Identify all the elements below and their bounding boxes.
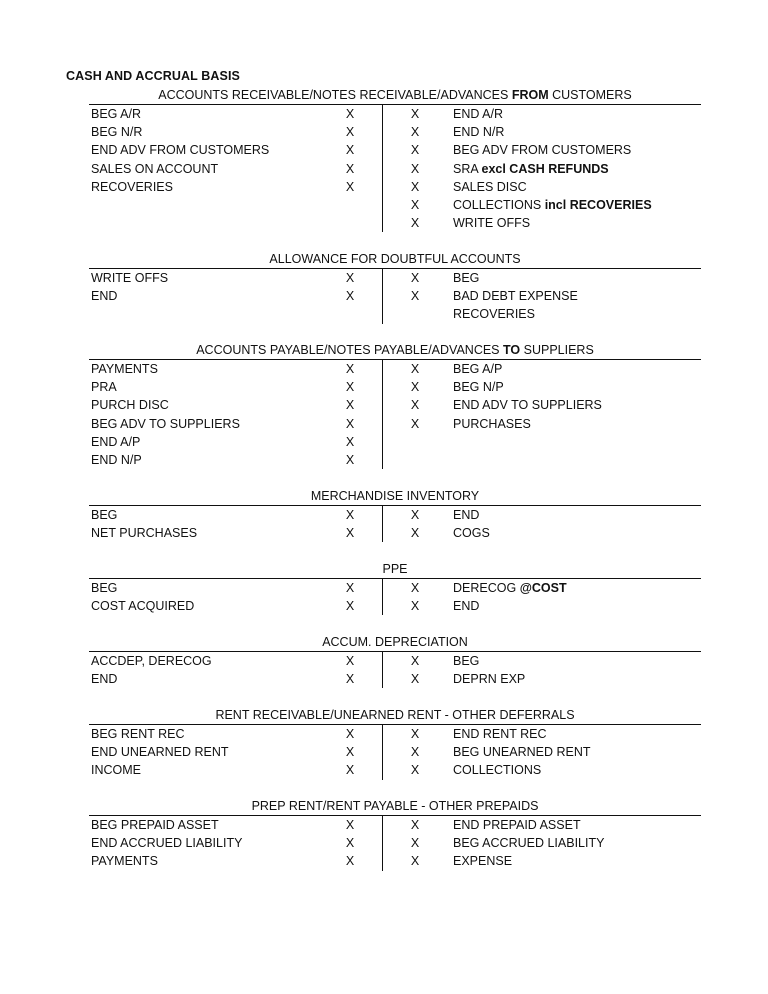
debit-mark: X xyxy=(345,763,355,778)
credit-label-run: COGS xyxy=(453,526,490,541)
debit-label: BEG RENT REC xyxy=(91,727,185,741)
credit-label xyxy=(453,743,591,761)
debit-mark: X xyxy=(345,452,355,467)
debit-mark: X xyxy=(345,271,355,285)
t-account-row xyxy=(89,178,701,196)
debit-label: NET PURCHASES xyxy=(91,526,198,541)
credit-mark: X xyxy=(410,526,420,541)
credit-label-run: RECOVERIES xyxy=(453,307,535,322)
credit-mark: X xyxy=(410,197,420,212)
title-run: PREP RENT/RENT PAYABLE - OTHER PREPAIDS xyxy=(251,799,539,813)
t-account-row xyxy=(89,141,701,159)
credit-mark: X xyxy=(410,125,420,140)
t-account-title xyxy=(89,341,701,359)
credit-mark: X xyxy=(410,599,420,614)
credit-label-run: END A/R xyxy=(453,107,504,121)
t-account xyxy=(89,86,701,232)
debit-mark: X xyxy=(345,526,355,541)
credit-label-run: COLLECTIONS xyxy=(453,197,545,212)
t-account-title xyxy=(89,706,701,724)
t-account-row xyxy=(89,761,701,779)
t-account-row xyxy=(89,305,701,323)
t-account xyxy=(89,487,701,542)
credit-label xyxy=(453,761,541,779)
t-account-row xyxy=(89,506,701,524)
credit-mark: X xyxy=(410,727,420,741)
credit-mark: X xyxy=(410,854,420,869)
t-account xyxy=(89,633,701,688)
title-run: RENT RECEIVABLE/UNEARNED RENT - OTHER DEFERRALS xyxy=(215,708,575,722)
debit-label: END ADV FROM CUSTOMERS xyxy=(91,143,270,158)
t-account-row xyxy=(89,433,701,451)
credit-label xyxy=(453,196,652,214)
t-account-title xyxy=(89,487,701,505)
debit-label: PAYMENTS xyxy=(91,854,158,869)
t-account-body xyxy=(89,815,701,871)
debit-label: END ACCRUED LIABILITY xyxy=(91,836,243,851)
credit-label xyxy=(453,524,490,542)
debit-mark: X xyxy=(345,398,355,413)
credit-label-bold-run: excl CASH REFUNDS xyxy=(481,161,609,176)
credit-mark: X xyxy=(410,398,420,413)
debit-mark: X xyxy=(345,416,355,431)
t-account-title xyxy=(89,560,701,578)
credit-mark: X xyxy=(410,289,420,304)
debit-mark: X xyxy=(345,125,355,140)
title-bold-run: FROM xyxy=(511,88,549,102)
debit-label: WRITE OFFS xyxy=(91,271,169,285)
debit-mark: X xyxy=(345,745,355,760)
credit-label xyxy=(453,305,535,323)
credit-label xyxy=(453,506,479,524)
credit-label xyxy=(453,105,503,123)
title-run: ACCUM. DEPRECIATION xyxy=(322,635,468,649)
t-account-row xyxy=(89,670,701,688)
t-account-row xyxy=(89,287,701,305)
t-account-row xyxy=(89,214,701,232)
credit-label-run: DERECOG xyxy=(453,581,520,595)
t-account-title xyxy=(89,797,701,815)
debit-mark: X xyxy=(345,434,355,449)
credit-label xyxy=(453,670,525,688)
debit-mark: X xyxy=(345,508,355,522)
credit-mark: X xyxy=(410,654,420,668)
credit-mark: X xyxy=(410,763,420,778)
t-account-row xyxy=(89,725,701,743)
document-title: CASH AND ACCRUAL BASIS xyxy=(66,69,240,83)
t-account-body xyxy=(89,359,701,469)
t-account-row xyxy=(89,816,701,834)
debit-mark: X xyxy=(345,179,355,194)
credit-label-run: BEG xyxy=(453,271,480,285)
t-account-row xyxy=(89,743,701,761)
credit-label xyxy=(453,579,567,597)
title-bold-run: TO xyxy=(503,343,521,357)
t-account-row xyxy=(89,196,701,214)
credit-label xyxy=(453,141,631,159)
debit-mark: X xyxy=(345,672,355,687)
t-account-title xyxy=(89,86,701,104)
t-account-body xyxy=(89,651,701,688)
credit-label xyxy=(453,360,502,378)
credit-label-run: END PREPAID ASSET xyxy=(453,818,581,832)
debit-label: INCOME xyxy=(91,763,141,778)
t-account-row xyxy=(89,597,701,615)
t-account-body xyxy=(89,505,701,542)
t-account-row xyxy=(89,123,701,141)
title-run: MERCHANDISE INVENTORY xyxy=(310,489,480,503)
credit-label-bold-run: @COST xyxy=(519,581,567,595)
debit-mark: X xyxy=(345,836,355,851)
credit-label xyxy=(453,160,609,178)
debit-label: PAYMENTS xyxy=(91,362,158,376)
debit-label: END N/P xyxy=(91,452,142,467)
t-account-row xyxy=(89,579,701,597)
debit-mark: X xyxy=(345,654,355,668)
credit-label xyxy=(453,123,504,141)
credit-label-run: WRITE OFFS xyxy=(453,216,531,231)
credit-label-run: COLLECTIONS xyxy=(453,763,542,778)
credit-mark: X xyxy=(410,161,420,176)
debit-label: PURCH DISC xyxy=(91,398,169,413)
t-account-row xyxy=(89,415,701,433)
t-account-body xyxy=(89,578,701,615)
credit-mark: X xyxy=(410,271,420,285)
credit-label xyxy=(453,816,581,834)
title-run: ALLOWANCE FOR DOUBTFUL ACCOUNTS xyxy=(269,252,521,266)
debit-label: BEG N/R xyxy=(91,125,143,140)
credit-label xyxy=(453,396,602,414)
credit-label-run: BAD DEBT EXPENSE xyxy=(453,289,578,304)
credit-label xyxy=(453,834,604,852)
credit-label xyxy=(453,597,479,615)
debit-mark: X xyxy=(345,581,355,595)
t-account-body xyxy=(89,724,701,780)
credit-label-run: BEG UNEARNED RENT xyxy=(453,745,591,760)
credit-label-run: END xyxy=(453,508,480,522)
debit-label: END xyxy=(91,672,118,687)
credit-label-run: SRA xyxy=(453,161,482,176)
credit-mark: X xyxy=(410,508,420,522)
credit-mark: X xyxy=(410,179,420,194)
credit-label xyxy=(453,214,530,232)
credit-label-run: EXPENSE xyxy=(453,854,513,869)
credit-label-run: BEG ADV FROM CUSTOMERS xyxy=(453,143,632,158)
t-account-row xyxy=(89,451,701,469)
title-run: ACCOUNTS RECEIVABLE/NOTES RECEIVABLE/ADVANCES xyxy=(158,88,512,102)
title-run: CUSTOMERS xyxy=(548,88,632,102)
credit-mark: X xyxy=(410,380,420,395)
t-account xyxy=(89,250,701,324)
debit-label: COST ACQUIRED xyxy=(91,599,195,614)
credit-mark: X xyxy=(410,745,420,760)
debit-label: BEG A/R xyxy=(91,107,142,121)
debit-mark: X xyxy=(345,854,355,869)
credit-mark: X xyxy=(410,416,420,431)
t-account-row xyxy=(89,105,701,123)
debit-mark: X xyxy=(345,161,355,176)
t-account-row xyxy=(89,834,701,852)
debit-label: RECOVERIES xyxy=(91,179,173,194)
t-account xyxy=(89,560,701,615)
credit-label-run: END xyxy=(453,599,480,614)
credit-mark: X xyxy=(410,362,420,376)
credit-label-run: DEPRN EXP xyxy=(453,672,526,687)
title-run: ACCOUNTS PAYABLE/NOTES PAYABLE/ADVANCES xyxy=(196,343,503,357)
credit-label-run: END N/R xyxy=(453,125,505,140)
debit-label: END xyxy=(91,289,118,304)
debit-label: BEG PREPAID ASSET xyxy=(91,818,219,832)
t-account-row xyxy=(89,396,701,414)
debit-label: BEG xyxy=(91,508,118,522)
t-account-body xyxy=(89,268,701,324)
credit-label-run: END ADV TO SUPPLIERS xyxy=(453,398,602,413)
credit-mark: X xyxy=(410,818,420,832)
debit-label: END A/P xyxy=(91,434,141,449)
credit-label-run: BEG N/P xyxy=(453,380,504,395)
t-account-title xyxy=(89,250,701,268)
debit-mark: X xyxy=(345,380,355,395)
debit-label: BEG ADV TO SUPPLIERS xyxy=(91,416,240,431)
t-account-body xyxy=(89,104,701,232)
debit-label: SALES ON ACCOUNT xyxy=(91,161,219,176)
t-account-row xyxy=(89,269,701,287)
t-account-row xyxy=(89,378,701,396)
t-account-row xyxy=(89,652,701,670)
t-account-row xyxy=(89,360,701,378)
t-account-row xyxy=(89,524,701,542)
credit-label xyxy=(453,725,547,743)
debit-label: END UNEARNED RENT xyxy=(91,745,229,760)
debit-mark: X xyxy=(345,362,355,376)
credit-label xyxy=(453,852,512,870)
debit-mark: X xyxy=(345,107,355,121)
debit-mark: X xyxy=(345,818,355,832)
credit-mark: X xyxy=(410,143,420,158)
t-account xyxy=(89,706,701,780)
credit-mark: X xyxy=(410,216,420,231)
t-account xyxy=(89,797,701,871)
debit-label: ACCDEP, DERECOG xyxy=(91,654,212,668)
credit-label-run: SALES DISC xyxy=(453,179,527,194)
debit-mark: X xyxy=(345,289,355,304)
credit-mark: X xyxy=(410,107,420,121)
credit-label xyxy=(453,415,531,433)
debit-label: PRA xyxy=(91,380,117,395)
t-account-row xyxy=(89,160,701,178)
credit-label xyxy=(453,378,504,396)
credit-label xyxy=(453,269,479,287)
debit-mark: X xyxy=(345,727,355,741)
title-run: SUPPLIERS xyxy=(520,343,594,357)
credit-mark: X xyxy=(410,581,420,595)
debit-label: BEG xyxy=(91,581,118,595)
t-account-row xyxy=(89,852,701,870)
debit-mark: X xyxy=(345,143,355,158)
t-account xyxy=(89,341,701,469)
debit-mark: X xyxy=(345,599,355,614)
credit-label-bold-run: incl RECOVERIES xyxy=(544,197,652,212)
t-account-title xyxy=(89,633,701,651)
credit-label-run: BEG ACCRUED LIABILITY xyxy=(453,836,605,851)
credit-mark: X xyxy=(410,672,420,687)
credit-label-run: BEG xyxy=(453,654,480,668)
credit-label xyxy=(453,178,527,196)
credit-label-run: BEG A/P xyxy=(453,362,503,376)
title-run: PPE xyxy=(382,562,408,576)
credit-label-run: PURCHASES xyxy=(453,416,531,431)
credit-label xyxy=(453,287,578,305)
credit-label-run: END RENT REC xyxy=(453,727,547,741)
credit-label xyxy=(453,652,479,670)
credit-mark: X xyxy=(410,836,420,851)
